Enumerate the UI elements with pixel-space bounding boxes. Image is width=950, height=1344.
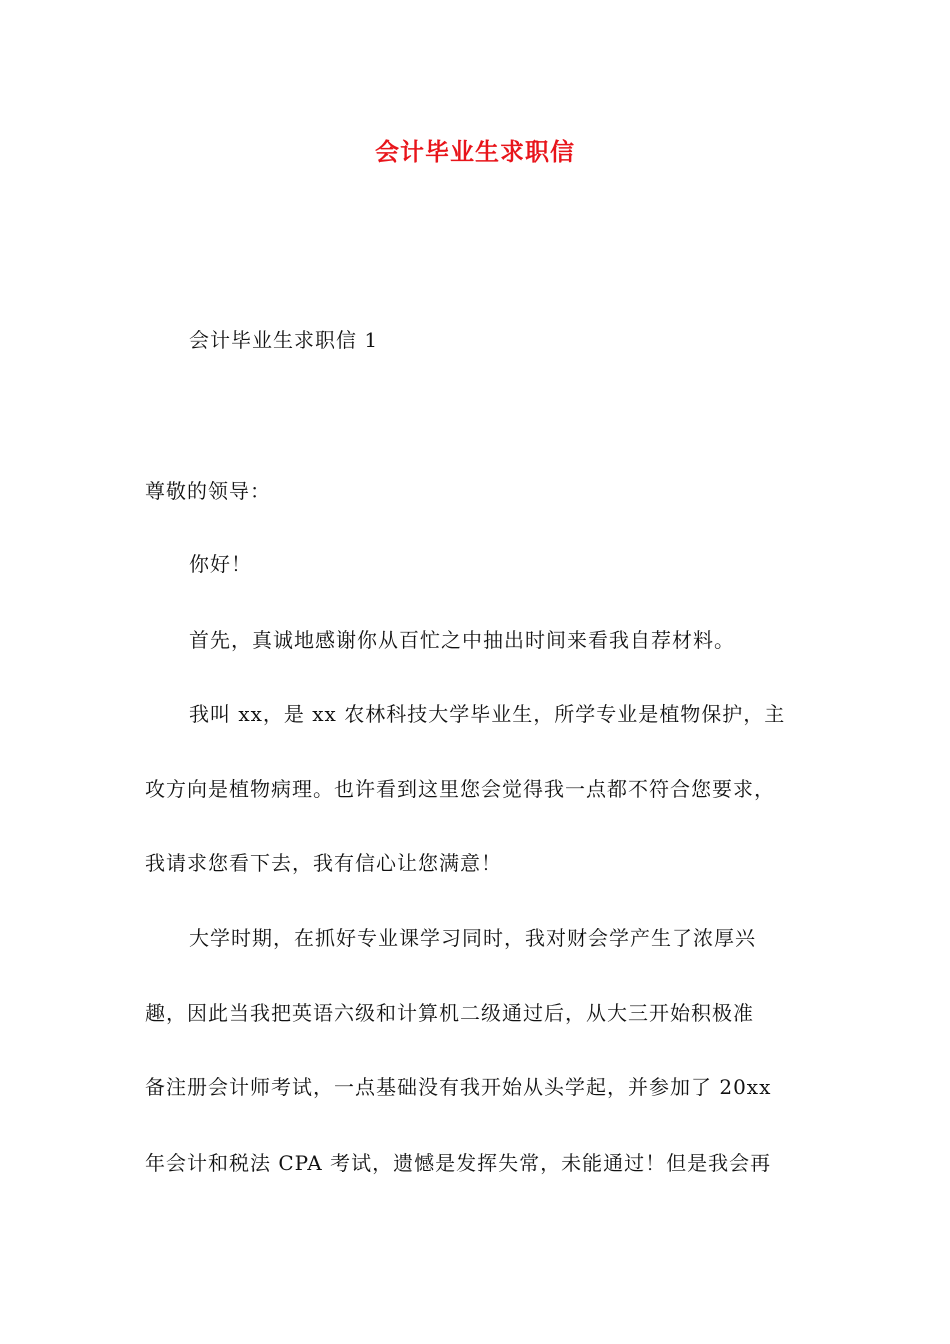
paragraph-line: 备注册会计师考试，一点基础没有我开始从头学起，并参加了 20xx: [145, 1075, 772, 1099]
paragraph-line: 我请求您看下去，我有信心让您满意！: [145, 851, 502, 875]
paragraph-line: 趣，因此当我把英语六级和计算机二级通过后，从大三开始积极准: [145, 1001, 754, 1025]
paragraph-line: 攻方向是植物病理。也许看到这里您会觉得我一点都不符合您要求，: [145, 777, 775, 801]
paragraph-line: 年会计和税法 CPA 考试，遗憾是发挥失常，未能通过！但是我会再: [145, 1151, 772, 1175]
paragraph-line: 我叫 xx，是 xx 农林科技大学毕业生，所学专业是植物保护，主: [189, 702, 786, 726]
greeting-line: 你好！: [189, 552, 252, 576]
salutation: 尊敬的领导：: [145, 479, 271, 503]
paragraph-line: 大学时期，在抓好专业课学习同时，我对财会学产生了浓厚兴: [189, 926, 756, 950]
paragraph-line: 首先，真诚地感谢你从百忙之中抽出时间来看我自荐材料。: [189, 628, 735, 652]
letter-heading: 会计毕业生求职信 1: [189, 328, 379, 352]
document-title: 会计毕业生求职信: [375, 138, 575, 166]
